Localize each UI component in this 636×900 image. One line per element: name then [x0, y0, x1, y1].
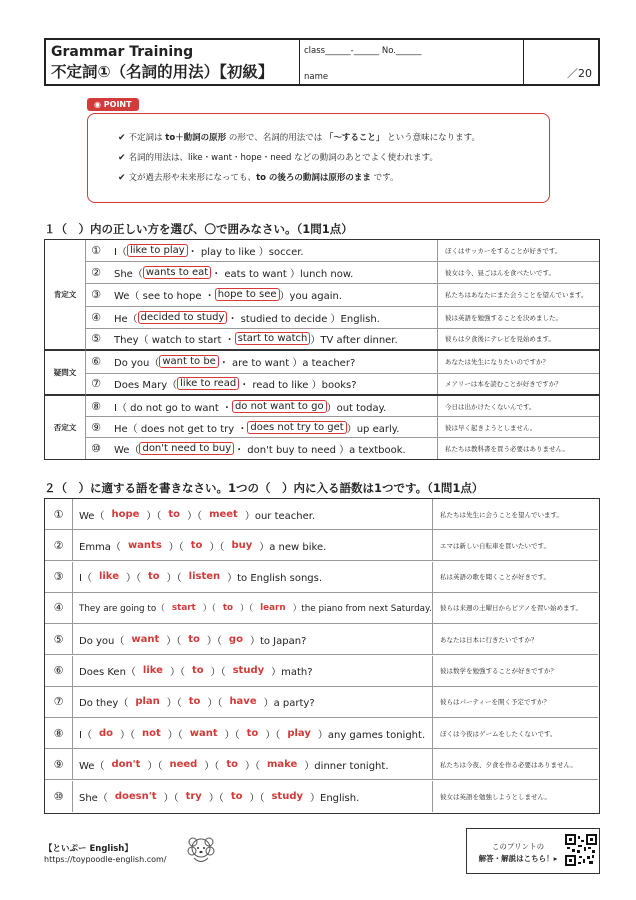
- answer-blank[interactable]: go: [228, 633, 243, 645]
- answer-blank[interactable]: to: [190, 539, 203, 551]
- question-row: [86, 417, 599, 438]
- answer-blank[interactable]: have: [229, 696, 257, 708]
- answer-blank[interactable]: don't: [111, 758, 141, 770]
- question-sentence: [106, 307, 438, 328]
- question-number: ⑤: [45, 624, 73, 654]
- question-number: ⑥: [45, 656, 73, 686]
- translation: 彼らはパーティーを開く予定ですか？: [440, 698, 550, 707]
- fill-row: [45, 499, 598, 530]
- title-jp: 不定詞①（名詞的用法）【初級】: [51, 63, 274, 81]
- point-tag: ◉ POINT: [87, 98, 139, 111]
- sentence-text: ）（: [187, 510, 203, 522]
- fill-row: [45, 562, 598, 593]
- translation: ぼくはサッカーをすることが好きです。: [445, 247, 562, 256]
- sentence-text: ）（: [166, 698, 182, 710]
- question-row: [86, 307, 599, 329]
- sentence-post: ）up early.: [346, 423, 400, 435]
- answer-blank[interactable]: to: [188, 633, 200, 645]
- score-box: [524, 40, 598, 84]
- answer-blank[interactable]: to: [230, 790, 243, 802]
- translation: 彼らは来週の土曜日からピアノを習い始めます。: [440, 604, 582, 613]
- translation: 彼は数学を勉強することが好きですか？: [440, 667, 557, 675]
- sentence-pre: He（ does not get to try ・: [114, 423, 248, 435]
- sentence-text: ）（: [207, 698, 223, 710]
- answer-blank[interactable]: play: [287, 727, 311, 739]
- sentence-pre: We（: [114, 445, 140, 456]
- question-sentence: [106, 240, 438, 261]
- sentence-text: ）（: [166, 573, 182, 585]
- question-sentence: [73, 656, 433, 686]
- fill-row: [45, 781, 598, 812]
- answer-blank[interactable]: to: [168, 508, 181, 520]
- site-url-link[interactable]: https://toypoodle-english.com/: [44, 855, 167, 864]
- question-number: ⑧: [91, 399, 101, 413]
- sentence-text: ）to English songs.: [227, 573, 323, 585]
- sentence-text: ）（: [119, 729, 135, 741]
- answer-blank[interactable]: want: [131, 633, 160, 645]
- translation: 今日は出かけたくないんです。: [445, 402, 536, 411]
- translation: 私たちは先生に会うことを望んでいます。: [440, 510, 563, 519]
- question-number: ②: [45, 530, 73, 560]
- question-sentence: [73, 593, 433, 623]
- sentence-text: ）（: [209, 541, 225, 553]
- sentence-post: ）TV after dinner.: [310, 335, 398, 347]
- sentence-text: Do they（: [79, 698, 129, 710]
- sentence-text: ）（: [146, 510, 162, 522]
- sentence-text: We（: [79, 760, 105, 772]
- circled-choice[interactable]: do not want to go: [232, 400, 327, 413]
- point-line-1: ✔ 不定詞は to＋動詞の原形 の形で、名詞的用法では 「～すること」 という意味になります。: [118, 133, 480, 143]
- sentence-text: ）the piano from next Saturday.: [292, 604, 432, 615]
- sentence-text: ）English.: [310, 792, 360, 804]
- circled-choice[interactable]: wants to eat: [143, 266, 211, 279]
- question-number: ③: [91, 288, 101, 302]
- question-sentence: [73, 530, 433, 560]
- worksheet-header: [44, 38, 600, 86]
- sentence-text: Emma（: [79, 541, 121, 553]
- answer-blank[interactable]: to: [191, 665, 204, 676]
- group-affirmative: 肯定文: [45, 240, 86, 351]
- translation: ぼくは今夜はゲームをしたくないです。: [440, 729, 557, 738]
- question-number: ⑨: [45, 749, 73, 779]
- fill-row: [45, 593, 598, 624]
- question-sentence: [73, 562, 433, 592]
- sentence-pre: I（: [114, 247, 127, 259]
- answer-blank[interactable]: to: [226, 758, 238, 770]
- question-number: ⑨: [91, 420, 101, 434]
- class-field: class______-______ No.______: [304, 46, 422, 56]
- sentence-text: She（: [79, 792, 108, 804]
- answer-blank[interactable]: want: [189, 727, 218, 739]
- sentence-text: I（: [79, 729, 92, 741]
- question-sentence: [73, 687, 433, 717]
- answer-blank[interactable]: study: [232, 665, 265, 676]
- sentence-pre: Do you（: [114, 358, 160, 370]
- circled-choice[interactable]: don't need to buy: [139, 442, 234, 455]
- question-sentence: [73, 749, 433, 779]
- sentence-text: ）（: [244, 760, 260, 772]
- question-number: ④: [91, 310, 101, 324]
- question-row: [86, 240, 599, 262]
- translation: エマは新しい自転車を買いたいです。: [440, 541, 550, 550]
- sentence-text: ）（: [249, 792, 265, 804]
- question-sentence: [106, 438, 438, 459]
- question-sentence: [106, 374, 438, 395]
- title-block: [46, 40, 300, 84]
- student-info: [300, 40, 524, 84]
- answer-blank[interactable]: to: [246, 727, 259, 739]
- question-sentence: [73, 718, 433, 748]
- sentence-text: ）math?: [271, 667, 313, 678]
- sentence-text: ）a new bike.: [259, 541, 327, 553]
- fill-row: [45, 687, 598, 718]
- sentence-text: Does Ken（: [79, 667, 136, 678]
- sentence-text: ）（: [265, 729, 281, 741]
- question-number: ①: [45, 499, 73, 529]
- score-total: ／20: [567, 67, 592, 80]
- question-sentence: [73, 781, 433, 812]
- answer-promo-box[interactable]: [466, 828, 600, 874]
- sentence-pre: I（ do not go to want ・: [114, 402, 232, 414]
- sentence-post: ）out today.: [326, 402, 387, 414]
- sentence-text: ）（: [166, 635, 182, 647]
- sentence-post: ）you again.: [279, 291, 343, 303]
- question-sentence: [106, 396, 438, 416]
- translation: 彼は早く起きようとしません。: [445, 423, 537, 432]
- question-number: ⑤: [91, 332, 101, 346]
- sentence-pre: Does Mary（: [114, 380, 178, 392]
- answer-blank[interactable]: wants: [127, 539, 162, 551]
- question-number: ⑩: [91, 442, 101, 455]
- section1-table: [44, 239, 600, 460]
- sentence-text: ）（: [168, 541, 184, 553]
- point-line-2: ✔ 名詞的用法は、like・want・hope・need などの動詞のあとでよく使われます。: [118, 153, 438, 163]
- question-number: ⑩: [45, 781, 73, 812]
- answer-blank[interactable]: to: [188, 696, 201, 708]
- sentence-text: ）dinner tonight.: [304, 760, 389, 772]
- sentence-text: Do you（: [79, 635, 125, 647]
- sentence-post: ・ eats to want ）lunch now.: [211, 269, 354, 281]
- question-sentence: [106, 417, 438, 437]
- question-row: [86, 351, 599, 374]
- sentence-post: ・ studied to decide ）English.: [227, 313, 380, 325]
- question-number: ⑥: [91, 355, 101, 369]
- brand-name: 【といぷー English】: [44, 844, 133, 854]
- promo-line-1: このプリントの: [491, 842, 545, 851]
- translation: 彼らは夕食後にテレビを見始めます。: [445, 335, 555, 344]
- qr-code-icon[interactable]: [565, 834, 597, 866]
- translation: 彼女は今、昼ごはんを食べたいです。: [445, 269, 555, 278]
- sentence-pre: They（ watch to start ・: [114, 335, 235, 347]
- translation: あなたは先生になりたいのですか？: [445, 358, 549, 367]
- answer-blank[interactable]: need: [169, 758, 198, 770]
- question-sentence: [106, 351, 438, 373]
- answer-blank[interactable]: like: [98, 571, 119, 583]
- question-row: [86, 262, 599, 284]
- question-number: ⑦: [91, 377, 101, 391]
- answer-blank[interactable]: do: [98, 727, 113, 739]
- question-number: ⑧: [45, 718, 73, 748]
- sentence-text: ）（: [125, 573, 141, 585]
- sentence-text: ）（: [240, 604, 254, 615]
- point-box: [87, 113, 550, 203]
- question-row: [86, 284, 599, 306]
- answer-blank[interactable]: like: [142, 665, 163, 676]
- question-sentence: [73, 499, 433, 529]
- question-number: ③: [45, 562, 73, 592]
- circled-choice[interactable]: like to read: [177, 377, 239, 390]
- fill-row: [45, 656, 598, 687]
- sentence-text: ）a party?: [263, 698, 315, 710]
- promo-line-2: 解答・解説はこちら！▸: [478, 854, 558, 863]
- sentence-text: ）our teacher.: [244, 510, 316, 522]
- sentence-text: ）（: [169, 667, 185, 678]
- question-number: ②: [91, 266, 101, 280]
- question-sentence: [106, 329, 438, 349]
- answer-blank[interactable]: try: [185, 790, 202, 802]
- answer-blank[interactable]: listen: [188, 571, 221, 583]
- name-field: name: [304, 72, 329, 82]
- circled-choice[interactable]: start to watch: [235, 332, 311, 345]
- answer-blank[interactable]: doesn't: [114, 790, 157, 802]
- sentence-text: ）（: [210, 667, 226, 678]
- answer-blank[interactable]: to: [147, 571, 160, 583]
- circled-choice[interactable]: want to be: [159, 355, 218, 368]
- fill-row: [45, 624, 598, 655]
- group-question: 疑問文: [45, 351, 86, 396]
- poodle-logo-icon: [182, 833, 220, 867]
- question-number: ④: [45, 593, 73, 623]
- bulb-icon: ◉: [94, 100, 101, 109]
- sentence-text: ）（: [147, 760, 163, 772]
- group-negative: 否定文: [45, 396, 86, 459]
- sentence-text: I（: [79, 573, 92, 585]
- sentence-text: ）（: [206, 635, 222, 647]
- section2-table: [44, 498, 600, 814]
- question-row: [86, 438, 599, 459]
- fill-row: [45, 749, 598, 780]
- sentence-post: ・ don't buy to need ）a textbook.: [234, 445, 406, 456]
- translation: 私たちはあなたにまた会うことを望んでいます。: [445, 291, 588, 300]
- sentence-text: ）to Japan?: [249, 635, 307, 647]
- sentence-text: ）（: [224, 729, 240, 741]
- sentence-text: ）any games tonight.: [317, 729, 426, 741]
- answer-blank[interactable]: study: [271, 790, 303, 802]
- answer-blank[interactable]: start: [171, 602, 196, 613]
- answer-blank[interactable]: buy: [231, 539, 253, 551]
- sentence-post: ・ are to want ）a teacher?: [218, 358, 356, 370]
- question-sentence: [106, 284, 438, 305]
- sentence-text: ）（: [167, 729, 183, 741]
- translation: 私は英語の歌を聞くことが好きです。: [440, 573, 550, 582]
- fill-row: [45, 530, 598, 561]
- sentence-text: ）（: [208, 792, 224, 804]
- question-number: ⑦: [45, 687, 73, 717]
- translation: 私たちは今夜、夕食を作る必要はありません。: [440, 760, 577, 769]
- answer-blank[interactable]: plan: [135, 696, 160, 708]
- question-number: ①: [91, 244, 101, 258]
- sentence-text: ）（: [204, 760, 220, 772]
- circled-choice[interactable]: decided to study: [138, 311, 228, 324]
- question-row: [86, 396, 599, 417]
- check-icon: ✔: [118, 153, 126, 163]
- circled-choice[interactable]: does not try to get: [247, 421, 346, 434]
- answer-blank[interactable]: not: [141, 727, 161, 739]
- circled-choice[interactable]: like to play: [127, 244, 188, 257]
- answer-blank[interactable]: to: [222, 602, 234, 613]
- sentence-pre: She（: [114, 269, 143, 281]
- sentence-post: ・ play to like ）soccer.: [187, 247, 304, 259]
- question-sentence: [106, 262, 438, 283]
- question-row: [86, 329, 599, 351]
- answer-blank[interactable]: hope: [111, 508, 140, 520]
- translation: 彼は英語を勉強することを決めました。: [445, 313, 562, 322]
- sentence-text: ）（: [163, 792, 179, 804]
- sentence-pre: He（: [114, 313, 138, 325]
- translation: 私たちは教科書を買う必要はありません。: [445, 445, 569, 453]
- answer-blank[interactable]: make: [266, 758, 298, 770]
- sentence-text: They are going to（: [79, 604, 165, 615]
- section2-heading: ２（ ）に適する語を書きなさい。1つの（ ）内に入る語数は1つです。（1問1点）: [44, 481, 484, 495]
- circled-choice[interactable]: hope to see: [215, 288, 280, 301]
- sentence-post: ・ read to like ）books?: [239, 380, 357, 392]
- question-sentence: [73, 624, 433, 654]
- check-icon: ✔: [118, 133, 126, 143]
- fill-row: [45, 718, 598, 749]
- answer-blank[interactable]: learn: [260, 602, 286, 613]
- sentence-text: We（: [79, 510, 105, 522]
- title-en: Grammar Training: [51, 44, 194, 60]
- section1-heading: １（ ）内の正しい方を選び、〇で囲みなさい。（1問1点）: [44, 222, 353, 236]
- point-line-3: ✔ 文が過去形や未来形になっても、to の後ろの動詞は原形のまま です。: [118, 173, 399, 183]
- check-icon: ✔: [118, 173, 126, 183]
- answer-blank[interactable]: meet: [209, 508, 238, 520]
- translation: あなたは日本に行きたいですか？: [440, 635, 538, 644]
- sentence-pre: We（ see to hope ・: [114, 291, 215, 303]
- translation: メアリーは本を読むことが好きですか？: [445, 380, 562, 389]
- question-row: [86, 374, 599, 397]
- sentence-text: ）（: [202, 604, 216, 615]
- translation: 彼女は英語を勉強しようとしません。: [440, 792, 551, 801]
